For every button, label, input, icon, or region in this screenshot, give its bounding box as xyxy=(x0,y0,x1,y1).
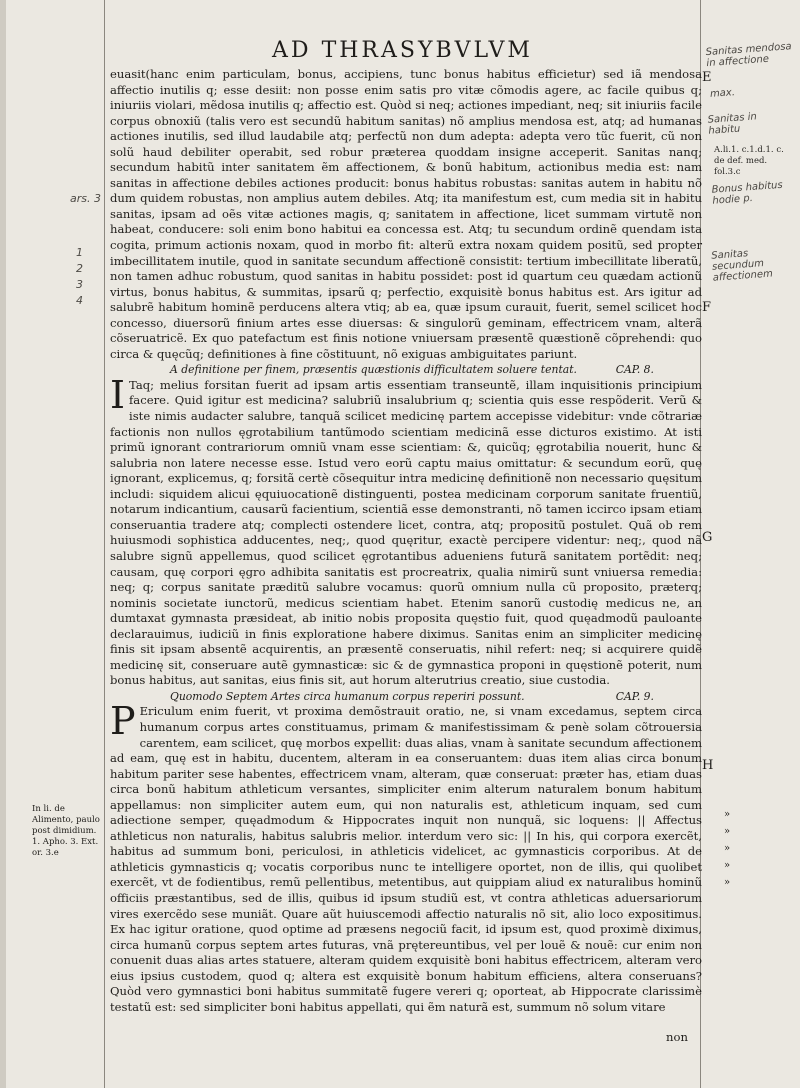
chapter-8-title: A definitione per finem, præsentis quæstionis difficultatem soluere tentat. xyxy=(170,363,577,377)
page-edge xyxy=(0,0,6,1088)
quote-mark: » xyxy=(724,877,731,888)
section-letter-f: F xyxy=(702,300,712,315)
handwritten-note-3: Sanitas in habitu xyxy=(707,111,758,137)
main-text-block xyxy=(110,67,702,1015)
paragraph-2 xyxy=(110,372,702,689)
handwritten-note-5: Sanitas secundum affectionem xyxy=(710,248,774,284)
chapter-9-title: Quomodo Septem Artes circa humanum corpus reperiri possunt. xyxy=(170,689,525,703)
quote-mark: » xyxy=(724,826,731,837)
left-number-1: 1 xyxy=(76,246,83,259)
paragraph-3-text: Ericulum enim fuerit, vt proxima demõstrauit oratio, ne, si vnam excedamus, septem circa humanum corpus artes constituamus, primam & manifestissimam & penè solam cõtrouersia carentem, eam scilicet, quę morbos expellit: duas alias, vnam à sanitate secundum affectionem ad eam, quę est in habitu, ducentem, alteram in ea conseruantem: duas item alias circa bonum habitum pariter sese habentes, effectricem vnam, alteram, quæ conseruat: præter has, etiam duas circa bonũ habitum athleticum versantes, simpliciter enim alterum naturalem bonum habitum appellamus: non simpliciter autem eum, qui non naturalis est, athleticum inquam, sed cum adiectione semper, quęadmodum & Hippocrates inquit non nunquã, sic loquens: || Affectus athleticus non naturalis, habitus salubris melior. interdum vero sic: || In his, qui corpora exercẽt, habitus ad summum boni, periculosi, in athleticis videlicet, ac gymnasticis corporibus. At de athleticis gymnasticis q; vocatis corporibus nunc te intelligere oportet, non de illis, qui quolibet exercẽt, vt de fodientibus, remũ pellentibus, metentibus, aut quippiam aliud ex naturalibus hominũ officiis præstantibus, sed de illis, quibus id ipsum studiũ est, vt contra athleticas aduersariorum vires exercẽdo sese muniãt. Quare aũt huiuscemodi affectio naturalis nõ sit, alio loco expositimus. Ex hac igitur oratione, quod optime ad præsens negociũ facit, id ipsum est, quod proximè diximus, circa humanũ corpus septem artes futuras, vnã prętereuntibus, vel per louẽ & nouẽ: cur enim non conuenit duas alias artes statuere, alteram quidem exquisitè boni habitus effectricem, alteram vero eius ipsius custodem, quod q; altera est exquisitè bonum habitum efficiens, altera conseruans? Quòd vero gymnastici boni habitus summitatẽ fugere vereri q; oporteat, ab Hippocrate clarissimè testatũ est: sed simpliciter boni habitus appellati, qui ẽm naturã est, summum nõ solum vitare xyxy=(110,704,702,1014)
margin-citation-left: In li. de Alimento, paulo post dimidium. 1. Apho. 3. Ext. or. 3.e xyxy=(32,804,100,858)
chapter-9-heading xyxy=(110,689,702,705)
chapter-8-number: CAP. 8. xyxy=(615,363,654,377)
catchword: non xyxy=(666,1030,688,1044)
quotation-marks-column xyxy=(724,806,744,891)
section-letter-g: G xyxy=(702,530,713,545)
quote-mark: » xyxy=(724,860,731,871)
dropcap-i: I xyxy=(110,372,126,417)
left-number-4: 4 xyxy=(76,294,83,307)
section-letter-e: E xyxy=(702,70,712,85)
handwritten-note-4: Bonus habitus hodie p. xyxy=(711,179,784,207)
left-number-3: 3 xyxy=(76,278,83,291)
running-header: AD THRASYBVLVM xyxy=(272,38,533,63)
left-number-2: 2 xyxy=(76,262,83,275)
left-margin-rule xyxy=(104,0,105,1088)
dropcap-p: P xyxy=(110,699,136,744)
section-letter-h: H xyxy=(702,758,714,773)
margin-citation-right: A.li.1. c.1.d.1. c. de def. med. fol.3.c xyxy=(714,145,784,177)
handwritten-note-1: Sanitas mendosa in affectione xyxy=(705,41,792,70)
quote-mark: » xyxy=(724,843,731,854)
paragraph-1: euasit(hanc enim particulam, bonus, accipiens, tunc bonus habitus efficietur) sed iã mendosa affectio inutilis q; esse desiit: non posse enim satis pro vitæ cõmodis agere, ac facile quibus q; iniuriis violari, mẽdosa inutilis q; affectio est. Quòd si neq; actiones impediant, neq; sit iniuriis facile corpus obnoxiũ (talis vero est secundũ habitum sanitas) nõ amplius mendosa est, atq; ad humanas actiones inutilis, sed illud laudabile atq; perfectũ non dum adepta: adepta vero tũc fuerit, cũ non solũ haud debiliter operabit, sed robur præterea quoddam insigne acceperit. Sanitas nanq; secundum habitũ inter sanitatem ẽm affectionem, & bonũ habitum, actionibus media est: nam sanitas in affectione debiles actiones producit: bonus habitus robustas: sanitas autem in habitu nõ dum quidem robustas, non amplius autem debiles. Atq; ita manifestum est, cum media sit in habitu sanitas, ipsam ad oẽs vitæ actiones magis, q; sanitatem in affectione, licet summam virtutẽ non habeat, conducere: soli enim bono habitui ea concessa est. Atq; tu secundum ordinẽ quendam ista cogita, primum actionis noxam, quod in morbo fit: alterũ extra noxam quidem positũ, sed propter imbecillitatem inutile, quod in sanitate secundum affectionẽ consistit: tertium imbecillitate liberatũ, non tamen adhuc robustum, quod sanitas in habitu possidet: post id quartum ceu quædam actionũ virtus, bonus habitus, & summitas, ipsarũ q; perfectio, exquisitè bonus habitus est. Ars igitur ad salubrẽ habitum hominẽ perducens altera vtiq; ab ea, quæ ipsum curauit, fuerit, semel scilicet hoc concesso, diuersorũ finium artes esse diuersas: & singulorũ geminam, effectricem vnam, alterã cõseruatricẽ. Ex quo patefactum est finis notione vniuersam præsentẽ quæstionẽ cõprehendi: quo circa & quęcũq; definitiones à fine cõstituunt, nõ exiguas ambiguitates pariunt. xyxy=(110,67,702,361)
paragraph-2-text: Taq; melius forsitan fuerit ad ipsam artis essentiam transeuntẽ, illam inquisitionis principium facere. Quid igitur est medicina? salubriũ insalubrium q; scientia quis esse respõderit. Verũ & iste nimis audacter salubre, tanquã scilicet medicinę partem accepisse videbitur: vnde cõtrariæ factionis non nullos ęgrotabilium tantũmodo scientiam medicinã esse dicturos existimo. At isti primũ ignorant contrariorum omniũ vnam esse scientiam: &, quicũq; ęgrotabilia nouerit, hunc & salubria non latere necesse esse. Istud vero eorũ captu maius omittatur: & secundum eorũ, quę ignorant, explicemus, q; forsitã certè cõsequitur intra medicinę definitionẽ non necessario quęsitum includi: siquidem alicui ęquiuocationẽ distinguenti, postea medicinam corporum sanitate fruentiũ, notarum indicantium, causarũ facientium, scientiã esse demonstranti, nõ tamen iccirco ipsam etiam conseruantia tradere atq; complecti ostendere licet, contra, atq; propositũ postulet. Quã ob rem huiusmodi sophistica adducentes, neq;, quod quęritur, exactè percipere videntur: neq;, quod nã salubre signũ appellemus, quod scilicet ęgrotantibus adueniens futurã sanitatem portẽdit: neq; causam, quę corpori ęgro adhibita sanitatis est procreatrix, qualia nimirũ sunt vniuersa remedia: neq; q; corpus sanitate præditũ salubre vocamus: quorũ omnium nulla cũ proposito, præterq; nominis societate iunctorũ, medicus scientiam habet. Etenim sanorũ custodię medicus ne, an dumtaxat gymnasta præsideat, ab initio nobis proposita quęstio fuit, quod quęadmodũ pauloante declarauimus, iudiciũ in finis exploratione habere diximus. Sanitas enim an simpliciter medicinę finis sit ipsam absentẽ acquirentis, an præsentẽ conseruatis, nihil refert: neq; si acquirere quidẽ medicinę sit, conseruare autẽ gymnasticæ: sic & de gymnastica proponi in quęstionẽ poterit, num bonus habitus, aut sanitas, eius finis sit, aut horum alterutrius creatio, siue custodia. xyxy=(110,377,702,688)
chapter-9-number: CAP. 9. xyxy=(615,689,654,703)
quote-mark: » xyxy=(724,809,731,820)
paragraph-3 xyxy=(110,699,702,1015)
handwritten-note-2: max. xyxy=(709,87,736,100)
chapter-8-heading xyxy=(110,362,702,378)
left-note-ars: ars. 3 xyxy=(70,192,101,205)
